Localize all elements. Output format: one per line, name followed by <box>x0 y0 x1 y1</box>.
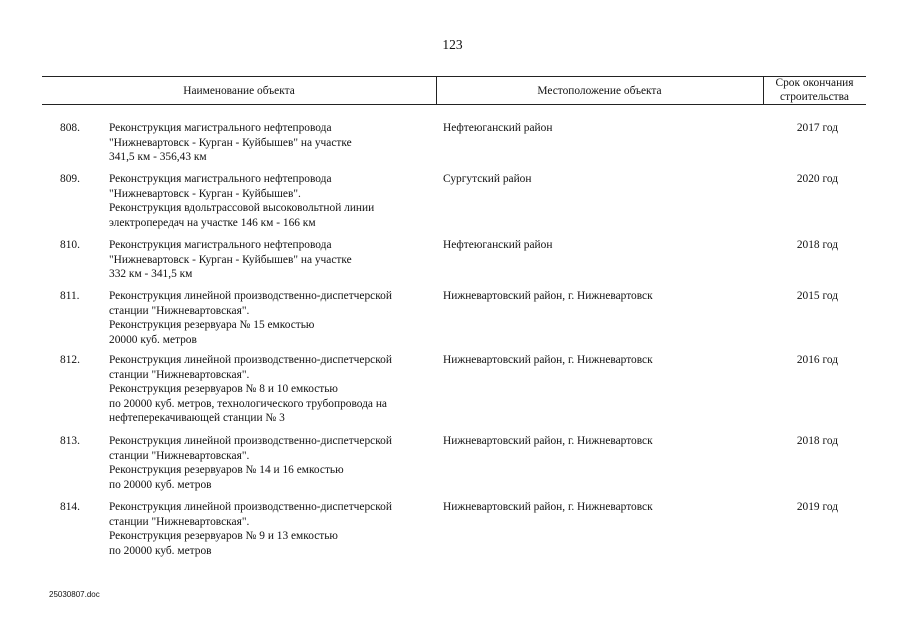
row-object-name: Реконструкция линейной производственно-диспетчерской станции "Нижневартовская". Реконструкция резервуаров № 9 и 13 емкостью по 20000 куб. метров <box>109 501 392 557</box>
document-id: 25030807.doc <box>49 590 100 599</box>
row-location: Нефтеюганский район <box>443 239 553 251</box>
row-term: 2015 год <box>796 290 838 302</box>
row-location: Нижневартовский район, г. Нижневартовск <box>443 354 653 366</box>
row-location: Нижневартовский район, г. Нижневартовск <box>443 290 653 302</box>
row-object-name: Реконструкция магистрального нефтепровода "Нижневартовск - Курган - Куйбышев". Реконструкция вдольтрассовой высоковольтной линии электропередач на участке 146 км - 166 км <box>109 173 375 229</box>
row-term: 2019 год <box>796 501 838 513</box>
row-number: 812. <box>60 354 80 366</box>
page-number: 123 <box>442 37 463 52</box>
table-top-rule <box>42 76 866 77</box>
row-number: 814. <box>60 501 80 513</box>
row-location: Нефтеюганский район <box>443 122 553 134</box>
header-location: Местоположение объекта <box>537 85 662 97</box>
row-number: 809. <box>60 173 80 185</box>
row-object-name: Реконструкция линейной производственно-диспетчерской станции "Нижневартовская". Реконструкция резервуаров № 8 и 10 емкостью по 20000 куб. метров, технологического трубопровода на нефтеперекачивающей станции № 3 <box>109 354 392 424</box>
row-number: 811. <box>60 290 80 302</box>
row-object-name: Реконструкция линейной производственно-диспетчерской станции "Нижневартовская". Реконструкция резервуара № 15 емкостью 20000 куб. метров <box>109 290 392 346</box>
row-number: 808. <box>60 122 80 134</box>
row-location: Сургутский район <box>443 173 532 185</box>
row-number: 813. <box>60 435 80 447</box>
header-name: Наименование объекта <box>183 85 295 97</box>
row-term: 2018 год <box>796 239 838 251</box>
row-term: 2020 год <box>796 173 838 185</box>
row-location: Нижневартовский район, г. Нижневартовск <box>443 501 653 513</box>
row-location: Нижневартовский район, г. Нижневартовск <box>443 435 653 447</box>
row-object-name: Реконструкция линейной производственно-диспетчерской станции "Нижневартовская". Реконструкция резервуаров № 14 и 16 емкостью по 20000 куб. метров <box>109 435 392 491</box>
row-number: 810. <box>60 239 80 251</box>
row-object-name: Реконструкция магистрального нефтепровода "Нижневартовск - Курган - Куйбышев" на участке 332 км - 341,5 км <box>109 239 352 280</box>
header-term: Срок окончания строительства <box>775 77 854 103</box>
row-object-name: Реконструкция магистрального нефтепровода "Нижневартовск - Курган - Куйбышев" на участке 341,5 км - 356,43 км <box>109 122 352 163</box>
table-header-rule <box>42 104 866 105</box>
row-term: 2018 год <box>796 435 838 447</box>
row-term: 2017 год <box>796 122 838 134</box>
row-term: 2016 год <box>796 354 838 366</box>
